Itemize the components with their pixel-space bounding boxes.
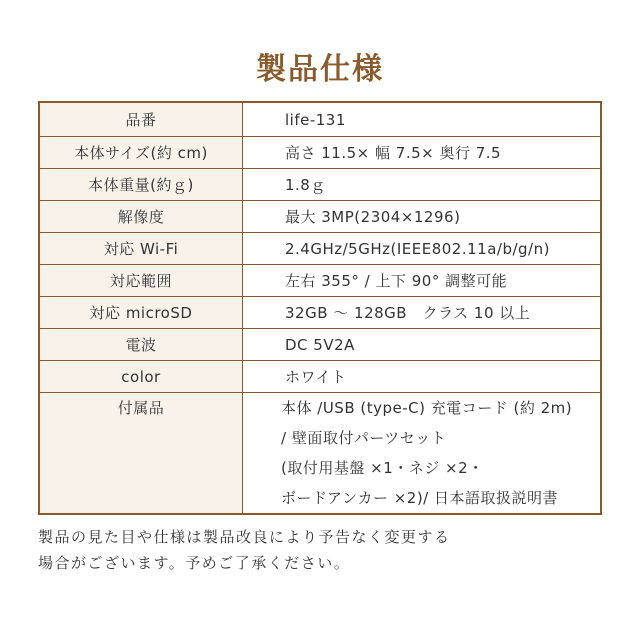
spec-label: 本体重量(約ｇ) [40,169,243,200]
spec-value: 左右 355° / 上下 90° 調整可能 [285,272,508,290]
spec-value: 2.4GHz/5GHz(IEEE802.11a/b/g/n) [285,239,550,258]
spec-row-weight [40,169,600,201]
accessory-line: (取付用基盤 ×1・ネジ ×2・ [281,459,484,477]
spec-label: 対応 Wi-Fi [40,233,243,264]
spec-value: ホワイト [285,368,347,386]
spec-row-power [40,329,600,361]
spec-table [38,101,602,515]
spec-row-model-number [40,103,600,137]
spec-label: 対応 microSD [40,297,243,328]
spec-row-microsd [40,297,600,329]
spec-value: life-131 [285,110,346,129]
spec-value: 最大 3MP(2304×1296) [285,208,461,226]
spec-value: 1.8ｇ [285,176,326,194]
disclaimer-line: 製品の見た目や仕様は製品改良により予告なく変更する [38,528,451,546]
spec-label: 対応範囲 [40,265,243,296]
spec-value: 32GB ～ 128GB クラス 10 以上 [285,304,531,322]
spec-row-resolution [40,201,600,233]
spec-label: 品番 [40,103,243,136]
spec-value: DC 5V2A [285,335,355,354]
disclaimer-note [38,524,451,576]
spec-row-wifi [40,233,600,265]
spec-row-range [40,265,600,297]
spec-label: color [40,361,243,392]
spec-row-size [40,137,600,169]
spec-row-accessories [40,393,600,513]
spec-label: 電波 [40,329,243,360]
accessory-line: 本体 /USB (type-C) 充電コード (約 2m) [281,399,573,417]
accessory-line: ボードアンカー ×2)/ 日本語取扱説明書 [281,489,559,507]
spec-value-list [243,393,600,513]
spec-value: 高さ 11.5× 幅 7.5× 奥行 7.5 [285,144,502,162]
spec-row-color [40,361,600,393]
page-title: 製品仕様 [256,52,384,87]
spec-label: 本体サイズ(約 cm) [40,137,243,168]
spec-label: 解像度 [40,201,243,232]
disclaimer-line: 場合がございます。予めご了承ください。 [38,554,351,572]
spec-label: 付属品 [40,393,243,513]
accessory-line: / 壁面取付パーツセット [281,429,447,447]
